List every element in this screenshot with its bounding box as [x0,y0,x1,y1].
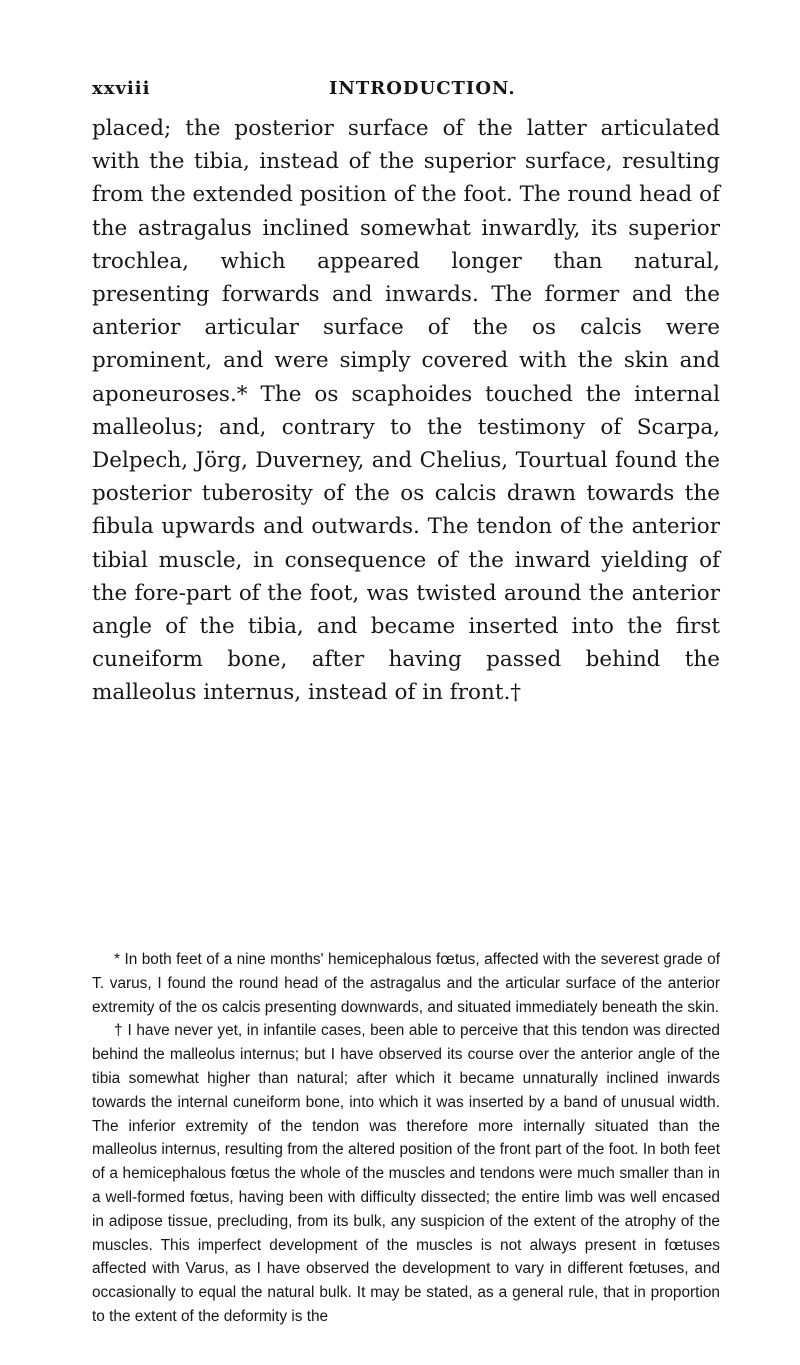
running-head [92,78,712,108]
chapter-title: INTRODUCTION. [329,78,516,99]
body-paragraph: placed; the posterior surface of the latter articulated with the tibia, instead of the superior surface, resulting from the extended position of the foot. The round head of the astragalus inclined somewhat inwardly, its superior trochlea, which appeared longer than natural, presenting forwards and inwards. The former and the anterior articular surface of the os calcis were prominent, and were simply covered with the skin and aponeuroses.* The os scaphoides touched the internal malleolus; and, contrary to the testimony of Scarpa, Delpech, Jörg, Duverney, and Chelius, Tourtual found the posterior tuberosity of the os calcis drawn towards the fibula upwards and outwards. The tendon of the anterior tibial muscle, in consequence of the inward yielding of the fore-part of the foot, was twisted around the anterior angle of the tibia, and became inserted into the first cuneiform bone, after having passed behind the malleolus internus, instead of in front.† [92,116,720,706]
page-number: xxviii [92,78,151,99]
footnote-dagger: † I have never yet, in infantile cases, been able to perceive that this tendon was directed behind the malleolus internus; but I have observed its course over the anterior angle of the tibia somewhat higher than natural; after which it became unnaturally inclined inwards towards the internal cuneiform bone, into which it was inserted by a band of unusual width. The inferior extremity of the tendon was therefore more internally situated than the malleolus internus, resulting from the altered position of the front part of the foot. In both feet of a hemicephalous fœtus the whole of the muscles and tendons were much smaller than in a well-formed fœtus, having been with difficulty dissected; the entire limb was well encased in adipose tissue, precluding, from its bulk, any suspicion of the extent of the atrophy of the muscles. This imperfect development of the muscles is not always present in fœtuses affected with Varus, as I have observed the development to vary in different fœtuses, and occasionally to equal the natural bulk. It may be stated, as a general rule, that in proportion to the extent of the deformity is the [92,1022,720,1325]
footnote-asterisk: * In both feet of a nine months' hemicephalous fœtus, affected with the severest grade of T. varus, I found the round head of the astragalus and the articular surface of the anterior extremity of the os calcis presenting downwards, and situated immediately beneath the skin. [92,951,720,1016]
footnotes [92,948,720,1329]
